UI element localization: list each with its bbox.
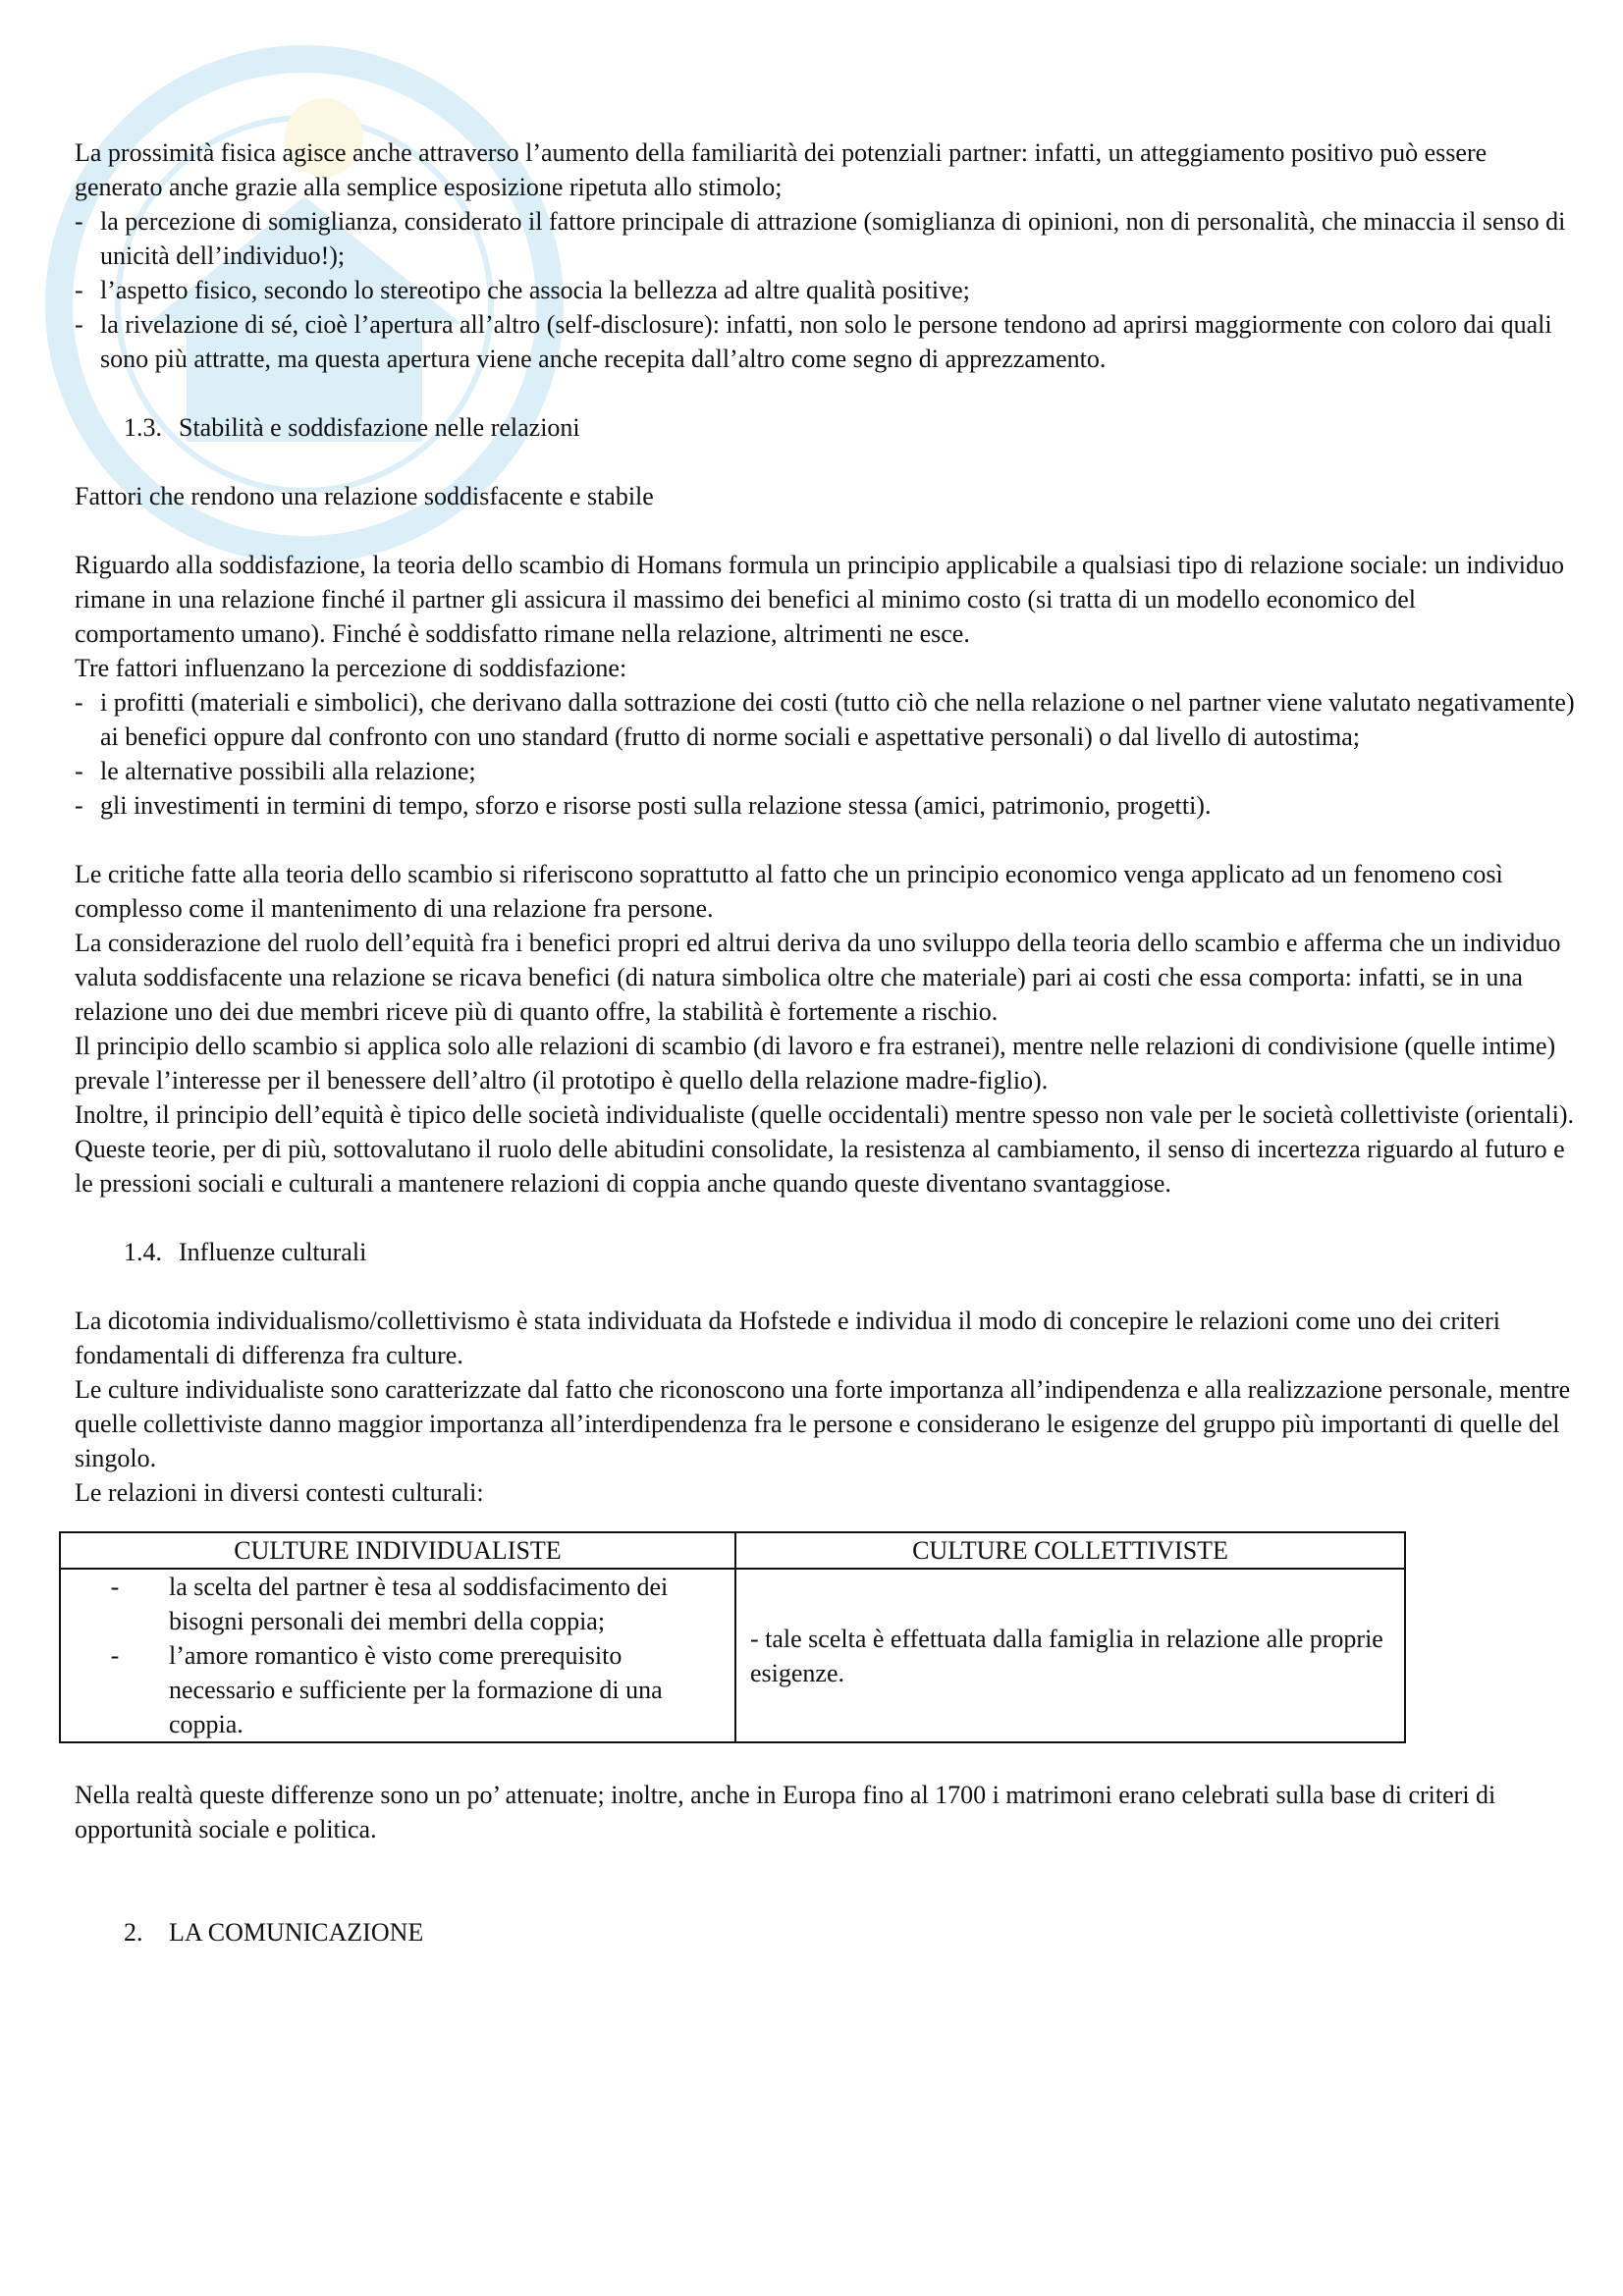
paragraph: La considerazione del ruolo dell’equità fra i benefici propri ed altrui deriva da uno sviluppo della teoria dello scambio e afferma che un individuo valuta soddisfacente una relazione se ricava benefici (di natura simbolica oltre che materiale) pari ai costi che essa comporta: infatti, se in una relazione uno dei due membri riceve più di quanto offre, la stabilità è fortemente a rischio. <box>75 929 1561 1026</box>
section-subtitle: Fattori che rendono una relazione soddisfacente e stabile <box>75 482 654 510</box>
paragraph: Inoltre, il principio dell’equità è tipico delle società individualiste (quelle occidentali) mentre spesso non vale per le società collettiviste (orientali). <box>75 1100 1574 1129</box>
paragraph: La dicotomia individualismo/collettivismo è stata individuata da Hofstede e individua il modo di concepire le relazioni come uno dei criteri fondamentali di differenza fra culture. <box>75 1307 1500 1369</box>
section-heading-2: 2. LA COMUNICAZIONE <box>124 1918 424 1947</box>
dash-marker: - <box>75 757 83 785</box>
list-item: - la rivelazione di sé, cioè l’apertura all’altro (self-disclosure): infatti, non solo le persone tendono ad aprirsi maggiormente con coloro dai quali sono più attratte, ma questa apertura viene anche recepita dall’altro come segno di apprezzamento. <box>75 307 1577 376</box>
paragraph: Queste teorie, per di più, sottovalutano il ruolo delle abitudini consolidate, la resistenza al cambiamento, il senso di incertezza riguardo al futuro e le pressioni sociali e culturali a mantenere relazioni di coppia anche quando queste diventano svantaggiose. <box>75 1135 1565 1198</box>
dash-marker: - <box>75 310 83 339</box>
list-item: - la percezione di somiglianza, considerato il fattore principale di attrazione (somiglianza di opinioni, non di personalità, che minaccia il senso di unicità dell’individuo!); <box>75 204 1577 273</box>
list-item: - l’amore romantico è visto come prerequisito necessario e sufficiente per la formazione di una coppia. <box>61 1638 717 1741</box>
section-heading-1-4: 1.4. Influenze culturali <box>124 1238 367 1266</box>
dash-marker: - <box>110 1641 120 1670</box>
paragraph: Riguardo alla soddisfazione, la teoria dello scambio di Homans formula un principio applicabile a qualsiasi tipo di relazione sociale: un individuo rimane in una relazione finché il partner gli assicura il massimo dei benefici al minimo costo (si tratta di un modello economico del comportamento umano). Finché è soddisfatto rimane nella relazione, altrimenti ne esce. <box>75 551 1564 648</box>
dash-marker: - <box>75 791 83 820</box>
list-item: - la scelta del partner è tesa al soddisfacimento dei bisogni personali dei membri della coppia; <box>61 1570 717 1638</box>
intro-paragraph: La prossimità fisica agisce anche attraverso l’aumento della familiarità dei potenziali partner: infatti, un atteggiamento positivo può essere generato anche grazie alla semplice esposizione ripetuta allo stimolo; <box>75 138 1488 201</box>
list-item: - gli investimenti in termini di tempo, sforzo e risorse posti sulla relazione stessa (amici, patrimonio, progetti). <box>75 788 1577 823</box>
list-item: - le alternative possibili alla relazione; <box>75 754 1577 788</box>
paragraph: Le critiche fatte alla teoria dello scambio si riferiscono soprattutto al fatto che un principio economico venga applicato ad un fenomeno così complesso come il mantenimento di una relazione fra persone. <box>75 860 1503 923</box>
paragraph: Nella realtà queste differenze sono un po’ attenuate; inoltre, anche in Europa fino al 1700 i matrimoni erano celebrati sulla base di criteri di opportunità sociale e politica. <box>75 1781 1496 1843</box>
dash-marker: - <box>75 207 83 236</box>
document-page <box>75 135 1577 1949</box>
table-header: CULTURE INDIVIDUALISTE <box>60 1532 735 1569</box>
culture-comparison-table <box>59 1531 1406 1743</box>
paragraph: Le relazioni in diversi contesti culturali: <box>75 1478 484 1507</box>
table-cell: - tale scelta è effettuata dalla famiglia in relazione alle proprie esigenze. <box>735 1569 1405 1742</box>
paragraph: Tre fattori influenzano la percezione di soddisfazione: <box>75 654 627 682</box>
section-heading-1-3: 1.3. Stabilità e soddisfazione nelle relazioni <box>124 413 580 442</box>
list-item: - l’aspetto fisico, secondo lo stereotipo che associa la bellezza ad altre qualità positive; <box>75 273 1577 307</box>
table-cell <box>60 1569 735 1742</box>
dash-marker: - <box>75 688 83 717</box>
dash-marker: - <box>110 1573 120 1601</box>
list-item: - i profitti (materiali e simbolici), che derivano dalla sottrazione dei costi (tutto ciò che nella relazione o nel partner viene valutato negativamente) ai benefici oppure dal confronto con uno standard (frutto di norme sociali e aspettative personali) o dal livello di autostima; <box>75 685 1577 754</box>
table-header: CULTURE COLLETTIVISTE <box>735 1532 1405 1569</box>
paragraph: Le culture individualiste sono caratterizzate dal fatto che riconoscono una forte importanza all’indipendenza e alla realizzazione personale, mentre quelle collettiviste danno maggior importanza all’interdipendenza fra le persone e considerano le esigenze del gruppo più importanti di quelle del singolo. <box>75 1375 1571 1472</box>
dash-marker: - <box>75 276 83 304</box>
paragraph: Il principio dello scambio si applica solo alle relazioni di scambio (di lavoro e fra estranei), mentre nelle relazioni di condivisione (quelle intime) prevale l’interesse per il benessere dell’altro (il prototipo è quello della relazione madre-figlio). <box>75 1032 1556 1095</box>
